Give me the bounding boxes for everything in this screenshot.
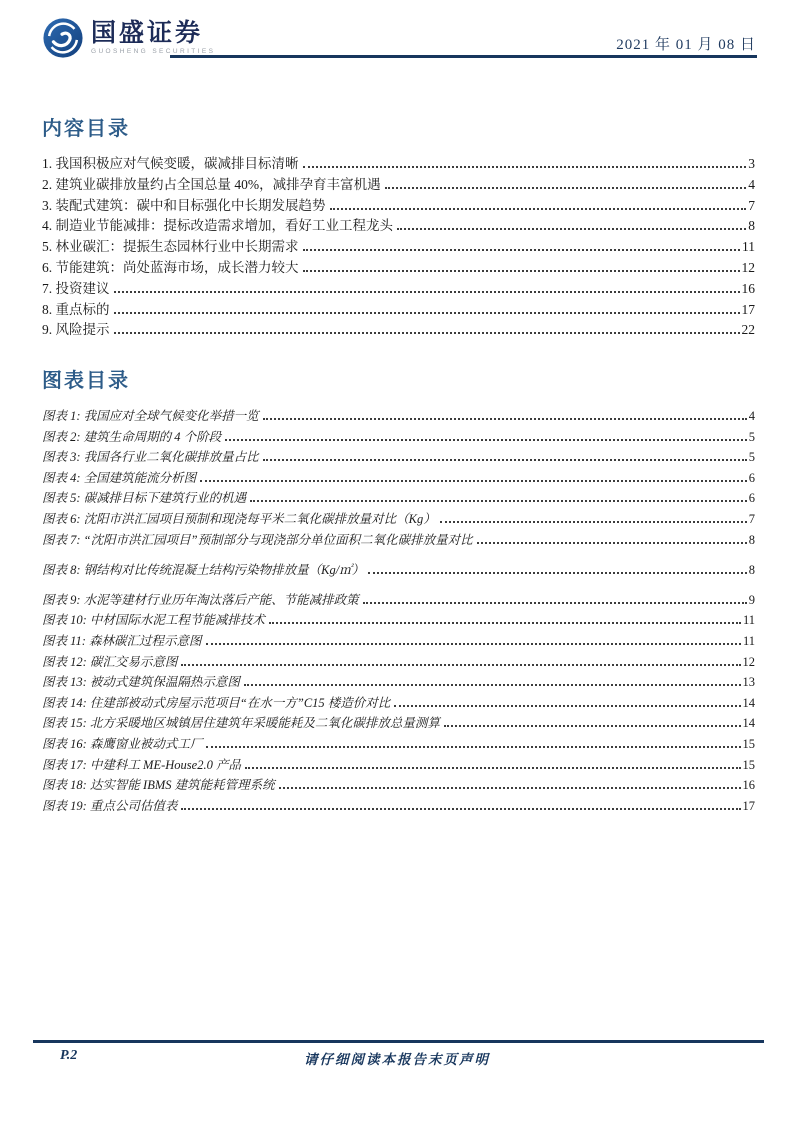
toc-dotted-leader bbox=[263, 459, 747, 461]
toc-entry-page: 13 bbox=[742, 675, 755, 690]
toc-entry-title: 图表 19: 重点公司估值表 bbox=[42, 798, 178, 813]
page-header bbox=[0, 0, 794, 62]
toc-entry[interactable] bbox=[42, 693, 755, 714]
toc-entry-page: 8 bbox=[748, 562, 755, 577]
toc-dotted-leader bbox=[394, 705, 740, 707]
toc-entry-page: 14 bbox=[742, 695, 755, 710]
toc-entry[interactable] bbox=[42, 713, 755, 734]
toc-entry-page: 6 bbox=[748, 470, 755, 485]
toc-entry-page: 11 bbox=[742, 613, 755, 628]
toc-entry-title: 2. 建筑业碳排放量约占全国总量 40%，减排孕育丰富机遇 bbox=[42, 176, 381, 192]
toc-entry-page: 3 bbox=[748, 156, 755, 171]
toc-entry-title: 5. 林业碳汇：提振生态园林行业中长期需求 bbox=[42, 239, 299, 255]
toc-entry-title: 图表 7: “沈阳市洪汇园项目”预制部分与现浇部分单位面积二氧化碳排放量对比 bbox=[42, 532, 473, 547]
toc-entry-title: 图表 16: 森鹰窗业被动式工厂 bbox=[42, 736, 203, 751]
toc-dotted-leader bbox=[206, 746, 740, 748]
toc-entry-page: 22 bbox=[741, 322, 755, 338]
toc-dotted-leader bbox=[363, 602, 747, 604]
toc-entry-title: 图表 6: 沈阳市洪汇园项目预制和现浇每平米二氧化碳排放量对比（Kg） bbox=[42, 511, 436, 526]
toc-entry-page: 12 bbox=[741, 259, 755, 275]
toc-entry[interactable] bbox=[42, 406, 755, 427]
toc-entry-title: 图表 15: 北方采暖地区城镇居住建筑年采暖能耗及二氧化碳排放总量测算 bbox=[42, 716, 440, 731]
toc-entry-page: 15 bbox=[742, 757, 755, 772]
header-divider bbox=[170, 55, 757, 58]
toc-entry-title: 图表 4: 全国建筑能流分析图 bbox=[42, 470, 197, 485]
toc-entry-page: 16 bbox=[742, 778, 755, 793]
toc-entry-title: 图表 13: 被动式建筑保温隔热示意图 bbox=[42, 675, 240, 690]
toc-entry[interactable] bbox=[42, 560, 755, 581]
footer-disclaimer: 请仔细阅读本报告末页声明 bbox=[304, 1052, 490, 1067]
toc-dotted-leader bbox=[303, 166, 747, 168]
content-toc-section bbox=[42, 112, 755, 341]
chart-toc-section bbox=[42, 364, 755, 816]
toc-dotted-leader bbox=[368, 572, 747, 574]
toc-dotted-leader bbox=[114, 291, 740, 293]
toc-entry[interactable] bbox=[42, 530, 755, 551]
toc-entry-title: 图表 9: 水泥等建材行业历年淘汰落后产能、节能减排政策 bbox=[42, 592, 359, 607]
toc-entry[interactable] bbox=[42, 796, 755, 817]
toc-entry-title: 7. 投资建议 bbox=[42, 280, 110, 296]
content-toc-list bbox=[42, 154, 755, 341]
toc-entry[interactable] bbox=[42, 447, 755, 468]
toc-dotted-leader bbox=[245, 767, 741, 769]
toc-entry[interactable] bbox=[42, 755, 755, 776]
toc-dotted-leader bbox=[114, 332, 740, 334]
toc-dotted-leader bbox=[181, 664, 740, 666]
toc-entry[interactable] bbox=[42, 590, 755, 611]
toc-dotted-leader bbox=[181, 808, 740, 810]
toc-entry-page: 11 bbox=[742, 633, 755, 648]
toc-entry[interactable] bbox=[42, 734, 755, 755]
toc-entry[interactable] bbox=[42, 258, 755, 279]
toc-dotted-leader bbox=[244, 684, 741, 686]
toc-entry[interactable] bbox=[42, 488, 755, 509]
toc-entry-title: 图表 10: 中材国际水泥工程节能减排技术 bbox=[42, 613, 265, 628]
toc-dotted-leader bbox=[200, 480, 747, 482]
toc-dotted-leader bbox=[385, 187, 747, 189]
toc-dotted-leader bbox=[250, 500, 747, 502]
toc-entry-title: 图表 2: 建筑生命周期的 4 个阶段 bbox=[42, 429, 222, 444]
footer-divider bbox=[33, 1040, 764, 1043]
toc-dotted-leader bbox=[440, 521, 747, 523]
chart-toc-list bbox=[42, 406, 755, 816]
toc-dotted-leader bbox=[330, 208, 747, 210]
toc-entry[interactable] bbox=[42, 468, 755, 489]
toc-entry-page: 12 bbox=[742, 654, 755, 669]
report-date: 2021 年 01 月 08 日 bbox=[616, 37, 756, 53]
content-toc-title: 内容目录 bbox=[42, 118, 130, 140]
toc-entry-page: 7 bbox=[748, 197, 755, 213]
toc-entry-title: 8. 重点标的 bbox=[42, 301, 110, 317]
toc-entry-title: 图表 5: 碳减排目标下建筑行业的机遇 bbox=[42, 491, 247, 506]
toc-entry-title: 图表 18: 达实智能 IBMS 建筑能耗管理系统 bbox=[42, 778, 275, 793]
toc-entry-title: 3. 装配式建筑：碳中和目标强化中长期发展趋势 bbox=[42, 197, 326, 213]
toc-dotted-leader bbox=[269, 622, 741, 624]
toc-dotted-leader bbox=[279, 787, 741, 789]
toc-entry[interactable] bbox=[42, 775, 755, 796]
toc-entry-page: 17 bbox=[742, 798, 755, 813]
toc-entry-page: 4 bbox=[748, 409, 755, 423]
toc-dotted-leader bbox=[303, 249, 741, 251]
toc-entry-page: 17 bbox=[741, 301, 755, 317]
toc-entry-page: 8 bbox=[748, 218, 755, 234]
toc-entry-page: 9 bbox=[748, 592, 755, 607]
footer-page-number: P.2 bbox=[60, 1048, 78, 1063]
toc-entry-title: 图表 1: 我国应对全球气候变化举措一览 bbox=[42, 409, 259, 423]
brand-name-en: GUOSHENG SECURITIES bbox=[91, 47, 216, 55]
toc-entry-title: 图表 14: 住建部被动式房屋示范项目“在水一方”C15 楼造价对比 bbox=[42, 695, 391, 710]
toc-entry[interactable] bbox=[42, 300, 755, 321]
toc-entry-page: 8 bbox=[748, 532, 755, 547]
toc-entry-page: 15 bbox=[742, 736, 755, 751]
toc-entry-page: 5 bbox=[748, 429, 755, 444]
toc-entry[interactable] bbox=[42, 610, 755, 631]
toc-entry[interactable] bbox=[42, 175, 755, 196]
toc-entry-title: 4. 制造业节能减排：提标改造需求增加，看好工业工程龙头 bbox=[42, 218, 393, 234]
toc-entry-page: 4 bbox=[748, 176, 755, 192]
brand bbox=[42, 17, 215, 59]
toc-entry[interactable] bbox=[42, 427, 755, 448]
toc-entry[interactable] bbox=[42, 279, 755, 300]
toc-dotted-leader bbox=[444, 725, 741, 727]
toc-entry-page: 7 bbox=[748, 511, 755, 526]
toc-entry-title: 1. 我国积极应对气候变暖，碳减排目标清晰 bbox=[42, 156, 299, 171]
toc-entry[interactable] bbox=[42, 216, 755, 237]
toc-dotted-leader bbox=[114, 312, 740, 314]
toc-entry-title: 6. 节能建筑：尚处蓝海市场，成长潜力较大 bbox=[42, 259, 299, 275]
toc-entry[interactable] bbox=[42, 631, 755, 652]
toc-entry[interactable] bbox=[42, 672, 755, 693]
brand-text bbox=[91, 21, 215, 56]
chart-toc-title: 图表目录 bbox=[42, 370, 130, 392]
toc-entry-page: 11 bbox=[742, 239, 755, 255]
toc-entry-title: 图表 3: 我国各行业二氧化碳排放量占比 bbox=[42, 450, 259, 465]
toc-dotted-leader bbox=[263, 418, 747, 420]
toc-dotted-leader bbox=[397, 228, 746, 230]
brand-name-cn: 国盛证券 bbox=[91, 19, 204, 47]
toc-entry-page: 5 bbox=[748, 450, 755, 465]
toc-entry[interactable] bbox=[42, 509, 755, 530]
toc-entry-page: 16 bbox=[741, 280, 755, 296]
toc-entry-title: 图表 17: 中建科工 ME-House2.0 产品 bbox=[42, 757, 241, 772]
toc-entry-title: 图表 11: 森林碳汇过程示意图 bbox=[42, 633, 202, 648]
toc-entry[interactable] bbox=[42, 196, 755, 217]
toc-entry-page: 14 bbox=[742, 716, 755, 731]
toc-dotted-leader bbox=[206, 643, 741, 645]
toc-entry[interactable] bbox=[42, 237, 755, 258]
toc-dotted-leader bbox=[225, 439, 747, 441]
toc-dotted-leader bbox=[303, 270, 740, 272]
toc-entry-title: 9. 风险提示 bbox=[42, 322, 110, 338]
toc-entry[interactable] bbox=[42, 652, 755, 673]
toc-entry[interactable] bbox=[42, 320, 755, 341]
toc-entry-title: 图表 12: 碳汇交易示意图 bbox=[42, 654, 178, 669]
page-footer bbox=[0, 1040, 794, 1080]
toc-dotted-leader bbox=[477, 542, 747, 544]
toc-entry-page: 6 bbox=[748, 491, 755, 506]
toc-entry[interactable] bbox=[42, 154, 755, 175]
guosheng-logo-icon bbox=[42, 17, 84, 59]
toc-entry-title: 图表 8: 钢结构对比传统混凝土结构污染物排放量（Kg/㎡） bbox=[42, 562, 365, 577]
